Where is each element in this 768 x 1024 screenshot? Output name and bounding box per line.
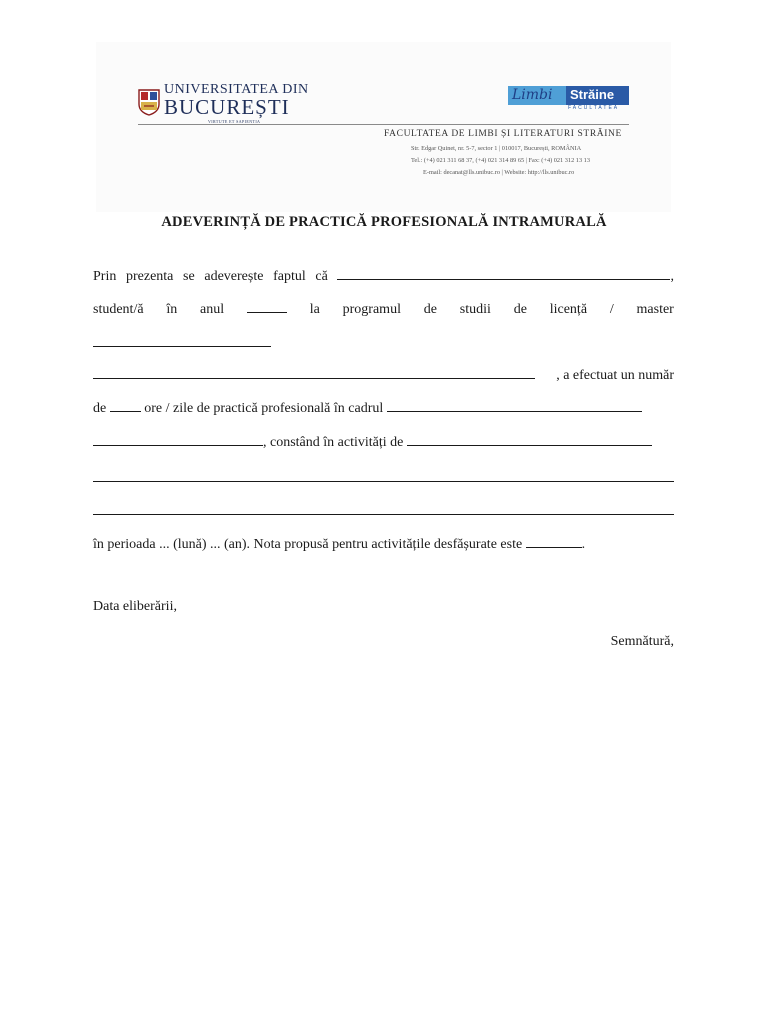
signature-label: Semnătură,	[610, 634, 674, 649]
activities-blank-2[interactable]	[93, 481, 674, 482]
faculty-name: FACULTATEA DE LIMBI ȘI LITERATURI STRĂINE	[384, 129, 622, 139]
faculty-logo	[508, 86, 629, 110]
paragraph-line-9: în perioada ... (lună) ... (an). Nota propusă pentru activitățile desfășurate este .	[93, 534, 674, 553]
university-logo	[138, 82, 313, 160]
study-program-blank-1[interactable]	[93, 346, 271, 347]
paragraph-line-6: , constând în activități de	[93, 432, 674, 451]
header-divider	[138, 124, 629, 125]
study-year-blank[interactable]	[247, 299, 287, 313]
paragraph-line-2: student/ă în anul la programul de studii de licență / master	[93, 299, 674, 318]
paragraph-line-1: Prin prezenta se adeverește faptul că ,	[93, 266, 674, 285]
practice-unit-blank-2[interactable]	[93, 432, 263, 446]
logo-straine-text: Străine	[570, 87, 615, 102]
faculty-contact: E-mail: decanat@lls.unibuc.ro | Website: http://lls.unibuc.ro	[423, 169, 575, 176]
paragraph-line-4: , a efectuat un număr	[93, 365, 674, 384]
hours-count-blank[interactable]	[110, 398, 141, 412]
logo-limbi-text: Limbi	[512, 87, 553, 103]
practice-unit-blank-1[interactable]	[387, 398, 642, 412]
university-name-line2: BUCUREȘTI	[164, 95, 290, 119]
study-program-blank-2[interactable]	[93, 365, 535, 379]
activities-blank-3[interactable]	[93, 514, 674, 515]
grade-blank[interactable]	[526, 534, 582, 548]
activities-blank-1[interactable]	[407, 432, 652, 446]
document-title: ADEVERINȚĂ DE PRACTICĂ PROFESIONALĂ INTRAMURALĂ	[161, 214, 607, 230]
logo-facultatea-text: FACULTATEA	[568, 105, 620, 111]
faculty-address: Str. Edgar Quinet, nr. 5-7, sector 1 | 010017, București, ROMÂNIA	[411, 145, 582, 152]
paragraph-line-5: de ore / zile de practică profesională în cadrul	[93, 398, 674, 417]
faculty-phone: Tel.: (+4) 021 311 68 37, (+4) 021 314 89 65 | Fax: (+4) 021 312 13 13	[411, 157, 590, 164]
university-name-line1: UNIVERSITATEA DIN	[164, 82, 309, 97]
university-motto: VIRTUTE ET SAPIENTIA	[208, 119, 261, 124]
student-name-blank[interactable]	[337, 266, 670, 280]
crest-icon	[138, 88, 160, 116]
issue-date-label: Data eliberării,	[93, 599, 177, 614]
letterhead	[96, 42, 671, 212]
